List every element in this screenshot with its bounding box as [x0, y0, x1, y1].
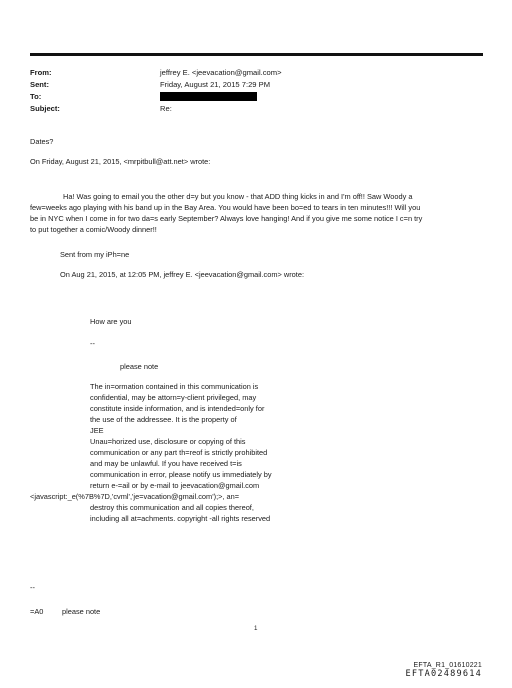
notice-line: return e-=ail or by e-mail to jeevacation@gmail.com [90, 481, 260, 490]
paragraph-line: be in NYC when I come in for two da=s early September? Always love hanging! And if you give me some notice I c=n try [30, 214, 423, 223]
notice-line: communication in error, please notify us immediately by [90, 470, 272, 479]
javascript-link-line: <javascript:_e(%7B%7D,'cvml','je=vacation@gmail.com');>, an= [30, 492, 240, 501]
notice-line: communication or any part th=reof is strictly prohibited [90, 448, 268, 457]
paragraph-line: few=weeks ago playing with his band up in the Bay Area. You would have been bo=ed to tears in ten minutes!!! Will you [30, 203, 421, 212]
from-value: jeffrey E. <jeevacation@gmail.com> [160, 68, 282, 77]
sent-value: Friday, August 21, 2015 7:29 PM [160, 80, 271, 89]
to-label: To: [30, 92, 42, 101]
bates-id-1: EFTA_R1_01610221 [413, 662, 482, 669]
quoted-intro-2: On Aug 21, 2015, at 12:05 PM, jeffrey E. <jeevacation@gmail.com> wrote: [60, 270, 305, 279]
a0-marker: =A0 [30, 607, 44, 616]
paragraph-line: to put together a comic/Woody dinner!! [30, 225, 157, 234]
notice-line: and may be unlawful. If you have received t=is [90, 459, 242, 468]
bates-stamp [406, 662, 483, 679]
subject-label: Subject: [30, 104, 60, 113]
please-note-text: please note [120, 362, 159, 371]
bates-id-2: EFTA02489614 [405, 669, 482, 679]
notice-line: JEE [90, 426, 104, 435]
trailing-dashes: -- [30, 583, 35, 592]
paragraph-line: Ha! Was going to email you the other d=y but you know - that ADD thing kicks in and I'm off!! Saw Woody a [63, 192, 413, 201]
notice-line: destroy this communication and all copies thereof, [90, 503, 254, 512]
please-note-text-2: please note [62, 607, 101, 616]
notice-line: the use of the addressee. It is the property of [90, 415, 237, 424]
page-number: 1 [254, 625, 258, 632]
signature-dashes: -- [90, 339, 95, 348]
dates-text: Dates? [30, 137, 54, 146]
notice-line: constitute inside information, and is intended=only for [90, 404, 265, 413]
notice-line: Unau=horized use, disclosure or copying of this [90, 437, 246, 446]
sent-from-text: Sent from my iPh=ne [60, 250, 130, 259]
notice-line: confidential, may be attorn=y-client privileged, may [90, 393, 257, 402]
from-label: From: [30, 68, 52, 77]
quoted-intro-1: On Friday, August 21, 2015, <mrpitbull@att.net> wrote: [30, 157, 211, 166]
how-are-you-text: How are you [90, 317, 132, 326]
redaction-bar [160, 92, 257, 101]
notice-line: The in=ormation contained in this communication is [90, 382, 259, 391]
notice-line: including all at=achments. copyright -all rights reserved [90, 514, 271, 523]
subject-value: Re: [160, 104, 172, 113]
sent-label: Sent: [30, 80, 49, 89]
header-rule [30, 53, 483, 56]
